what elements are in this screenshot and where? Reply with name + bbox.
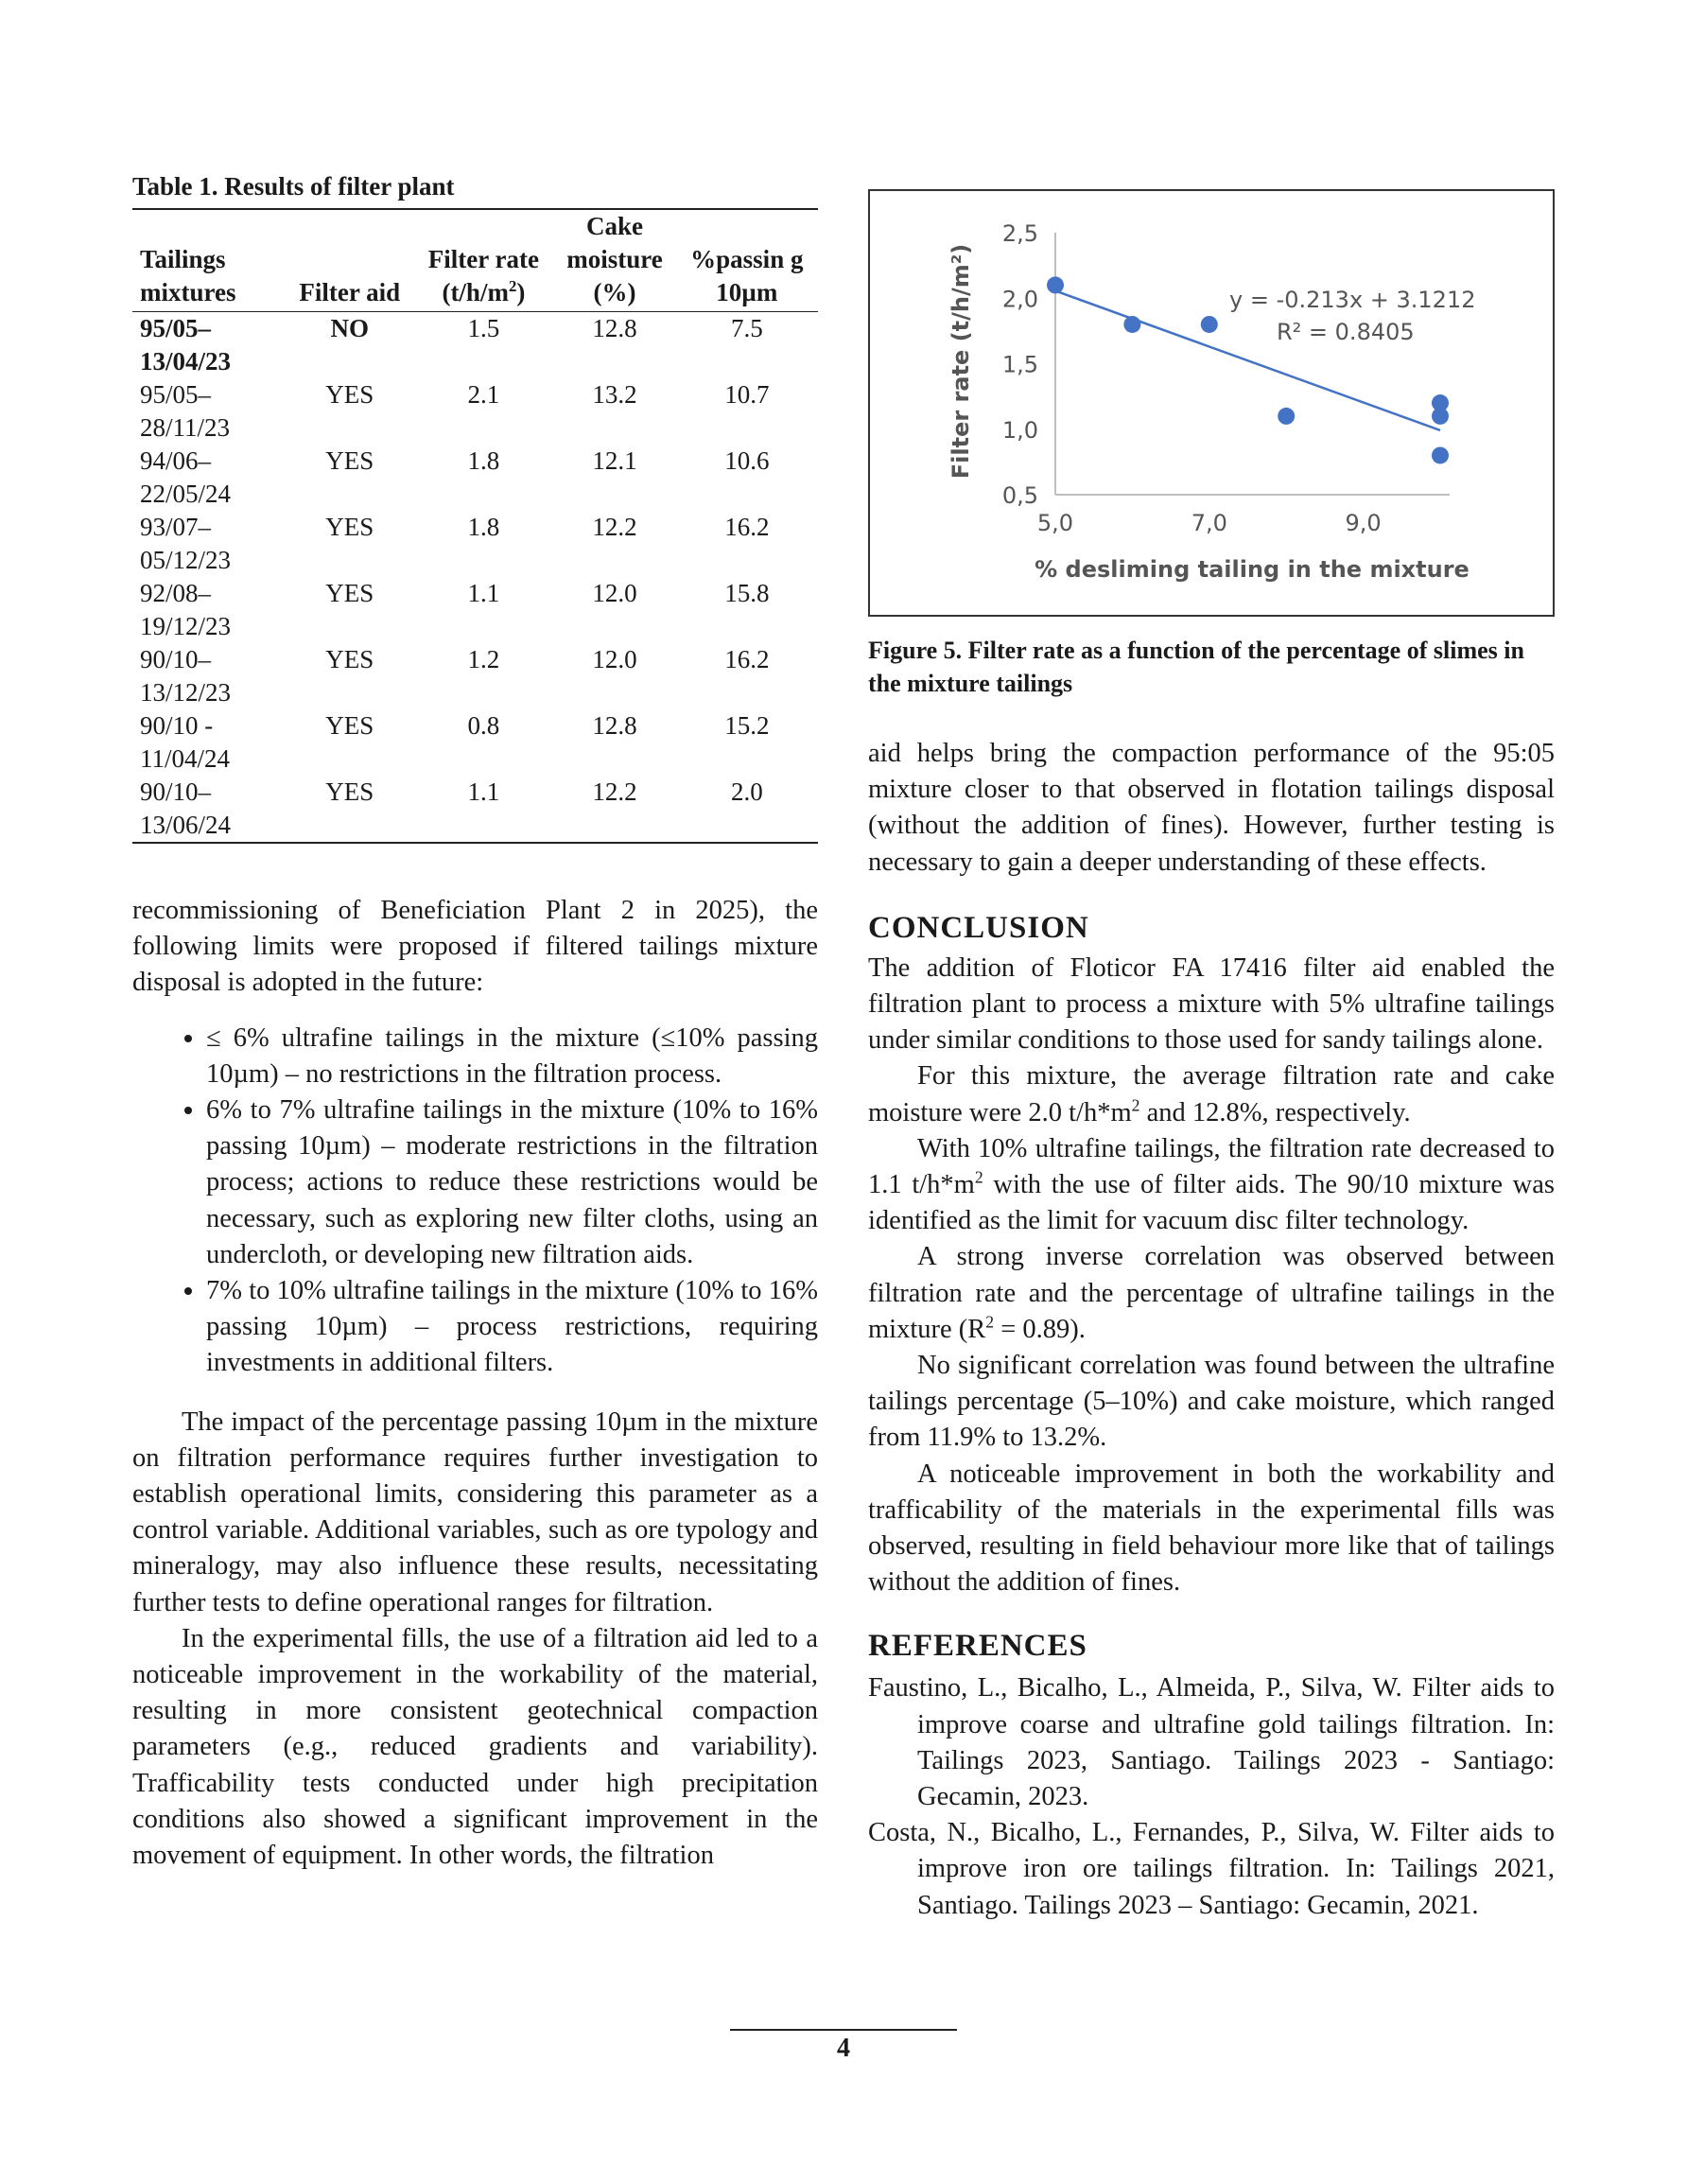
cell-mixture: 90/10– 13/06/24 (140, 778, 232, 839)
table-row (132, 577, 818, 643)
data-point (1047, 276, 1064, 293)
cell-cake-moisture: 12.8 (592, 314, 637, 342)
cell-filter-aid: YES (325, 446, 374, 475)
data-point (1201, 316, 1218, 333)
cell-cake-moisture: 12.1 (592, 446, 637, 475)
cell-filter-rate: 2.1 (467, 380, 500, 409)
right-column (868, 180, 1555, 1924)
cell-mixture: 95/05– 28/11/23 (140, 380, 231, 442)
cell-mixture: 94/06– 22/05/24 (140, 446, 232, 508)
cell-cake-moisture: 12.8 (592, 711, 637, 740)
header-filter-rate: Filter rate $(t/h/m^2)$ (427, 245, 539, 306)
cell-filter-rate: 1.5 (467, 314, 500, 342)
data-point (1432, 408, 1449, 425)
y-tick-label: 1,5 (1001, 351, 1038, 378)
table-row (132, 511, 818, 577)
y-axis-label: Filter rate (t/h/m²) (948, 243, 974, 480)
table-row (132, 776, 818, 843)
y-tick-label: 2,5 (1001, 220, 1038, 247)
cell-passing: 16.2 (724, 645, 770, 673)
header-filter-aid: Filter aid (299, 278, 401, 306)
cell-passing: 7.5 (730, 314, 763, 342)
page-number: 4 (837, 2034, 850, 2063)
cell-filter-aid: YES (325, 645, 374, 673)
table-row (132, 643, 818, 709)
conclusion-heading: CONCLUSION (868, 910, 1089, 945)
cell-filter-aid: YES (325, 579, 374, 607)
reference-item: Costa, N., Bicalho, L., Fernandes, P., Silva, W. Filter aids to improve iron ore tailings filtration. In: Tailings 2021, Santiago. Tailings 2023 – Santiago: Gecamin, 2021. (868, 1818, 1555, 1920)
cell-filter-rate: 1.8 (467, 513, 500, 541)
cell-filter-rate: 1.2 (467, 645, 500, 673)
list-item: • 7% to 10% ultrafine tailings in the mixture (10% to 16% passing 10µm) – process restrictions, requiring investments in additional filters. (206, 1273, 818, 1382)
data-point (1278, 408, 1295, 425)
y-tick-label: 0,5 (1001, 482, 1038, 509)
cell-passing: 2.0 (730, 778, 763, 806)
data-point (1432, 446, 1449, 463)
limits-list (132, 1021, 818, 1382)
list-item: • 6% to 7% ultrafine tailings in the mixture (10% to 16% passing 10µm) – moderate restrictions in the filtration process; actions to reduce these restrictions would be necessary, such as exploring new filter cloths, using an undercloth, or developing new filtration aids. (206, 1092, 818, 1273)
figure-caption: Figure 5. Filter rate as a function of the percentage of slimes in the mixture tailings (868, 637, 1524, 697)
conclusion-paragraph: No significant correlation was found between the ultrafine tailings percentage (5–10%) and cake moisture, which ranged from 11.9% to 13.2%. (868, 1351, 1555, 1453)
cell-filter-aid: YES (325, 380, 374, 409)
cell-cake-moisture: 12.0 (592, 645, 637, 673)
figure-5 (868, 189, 1555, 617)
cell-passing: 15.8 (724, 579, 770, 607)
footer-rule (730, 2029, 957, 2031)
y-tick-label: 2,0 (1001, 286, 1038, 313)
cell-filter-aid: YES (325, 778, 374, 806)
conclusion-paragraph: A noticeable improvement in both the workability and trafficability of the materials in the experimental fills was observed, resulting in field behaviour more like that of tailings without the addition of fines. (868, 1459, 1555, 1598)
results-table (132, 208, 818, 844)
conclusion-paragraph: With 10% ultrafine tailings, the filtration rate decreased to 1.1 $t/h*m^2$ with the use of filter aids. The 90/10 mixture was identified as the limit for vacuum disc filter technology. (868, 1133, 1555, 1236)
list-item: • ≤ 6% ultrafine tailings in the mixture (≤10% passing 10µm) – no restrictions in the filtration process. (206, 1021, 818, 1092)
table-row (132, 378, 818, 445)
cell-filter-rate: 1.1 (467, 778, 500, 806)
y-tick-label: 1,0 (1001, 416, 1038, 444)
x-tick-labels (1037, 510, 1382, 536)
reference-item: Faustino, L., Bicalho, L., Almeida, P., Silva, W. Filter aids to improve coarse and ultrafine gold tailings filtration. In: Tailings 2023, Santiago. Tailings 2023 - Santiago: Gecamin, 2023. (868, 1673, 1555, 1812)
cell-passing: 10.7 (724, 380, 770, 409)
table-body (132, 312, 818, 844)
filter-rate-chart (870, 191, 1553, 615)
references-heading: REFERENCES (868, 1629, 1087, 1664)
data-point (1123, 316, 1140, 333)
paragraph-aid: aid helps bring the compaction performance of the 95:05 mixture closer to that observed in flotation tailings disposal (without the addition of fines). However, further testing is necessary to gain a deeper understanding of these effects. (868, 739, 1555, 877)
left-column (132, 170, 818, 1874)
x-tick-label: 9,0 (1345, 510, 1382, 536)
cell-mixture: 90/10– 13/12/23 (140, 645, 232, 707)
cell-passing: 10.6 (724, 446, 770, 475)
paragraph-fills: In the experimental fills, the use of a filtration aid led to a noticeable improvement in the workability of the material, resulting in more consistent geotechnical compaction parameters (e.g., reduced gradients and variability). Trafficability tests conducted under high precipitation conditions also showed a significant improvement in the movement of equipment. In other words, the filtration (132, 1623, 818, 1871)
cell-filter-aid: YES (325, 711, 374, 740)
cell-filter-rate: 1.1 (467, 579, 500, 607)
paragraph-impact: The impact of the percentage passing 10µm in the mixture on filtration performance requires further investigation to establish operational limits, considering this parameter as a control variable. Additional variables, such as ore typology and mineralogy, may also influence these results, necessitating further tests to define operational ranges for filtration. (132, 1406, 818, 1617)
table-row (132, 312, 818, 379)
paragraph-intro: recommissioning of Beneficiation Plant 2 in 2025), the following limits were proposed if filtered tailings mixture disposal is adopted in the future: (132, 896, 818, 998)
cell-mixture: 95/05– 13/04/23 (140, 314, 232, 376)
cell-cake-moisture: 13.2 (592, 380, 637, 409)
trend-equation: y = -0.213x + 3.1212 (1229, 287, 1476, 313)
header-cake-moisture: Cake moisture (%) (566, 212, 663, 306)
table-row (132, 709, 818, 776)
cell-mixture: 92/08– 19/12/23 (140, 579, 232, 640)
x-axis-label: % desliming tailing in the mixture (1035, 556, 1470, 583)
cell-filter-rate: 1.8 (467, 446, 500, 475)
cell-cake-moisture: 12.2 (592, 778, 637, 806)
cell-filter-rate: 0.8 (467, 711, 500, 740)
table-row (132, 445, 818, 511)
cell-cake-moisture: 12.2 (592, 513, 637, 541)
cell-filter-aid: YES (325, 513, 374, 541)
x-tick-label: 5,0 (1036, 510, 1074, 536)
cell-cake-moisture: 12.0 (592, 579, 637, 607)
header-passing: %passin g 10µm (690, 245, 804, 306)
conclusion-paragraph: A strong inverse correlation was observed between filtration rate and the percentage of ultrafine tailings in the mixture $(R^2 = 0.89)$. (868, 1242, 1555, 1344)
trend-r2: R² = 0.8405 (1277, 319, 1415, 345)
x-tick-label: 7,0 (1191, 510, 1227, 536)
conclusion-paragraph: For this mixture, the average filtration rate and cake moisture were 2.0 $t/h*m^2$ and 12.8%, respectively. (868, 1061, 1555, 1127)
header-mixtures: Tailings mixtures (140, 245, 236, 306)
cell-mixture: 93/07– 05/12/23 (140, 513, 232, 574)
table-caption: Table 1. Results of filter plant (132, 172, 455, 201)
cell-filter-aid: NO (330, 314, 369, 342)
references-list (868, 1670, 1555, 1923)
y-tick-labels (1002, 220, 1038, 509)
conclusion-paragraph: The addition of Floticor FA 17416 filter aid enabled the filtration plant to process a mixture with 5% ultrafine tailings under similar conditions to those used for sandy tailings alone. (868, 952, 1555, 1056)
table-header-row (132, 209, 818, 312)
cell-passing: 16.2 (724, 513, 770, 541)
cell-passing: 15.2 (724, 711, 770, 740)
cell-mixture: 90/10 - 11/04/24 (140, 711, 231, 773)
